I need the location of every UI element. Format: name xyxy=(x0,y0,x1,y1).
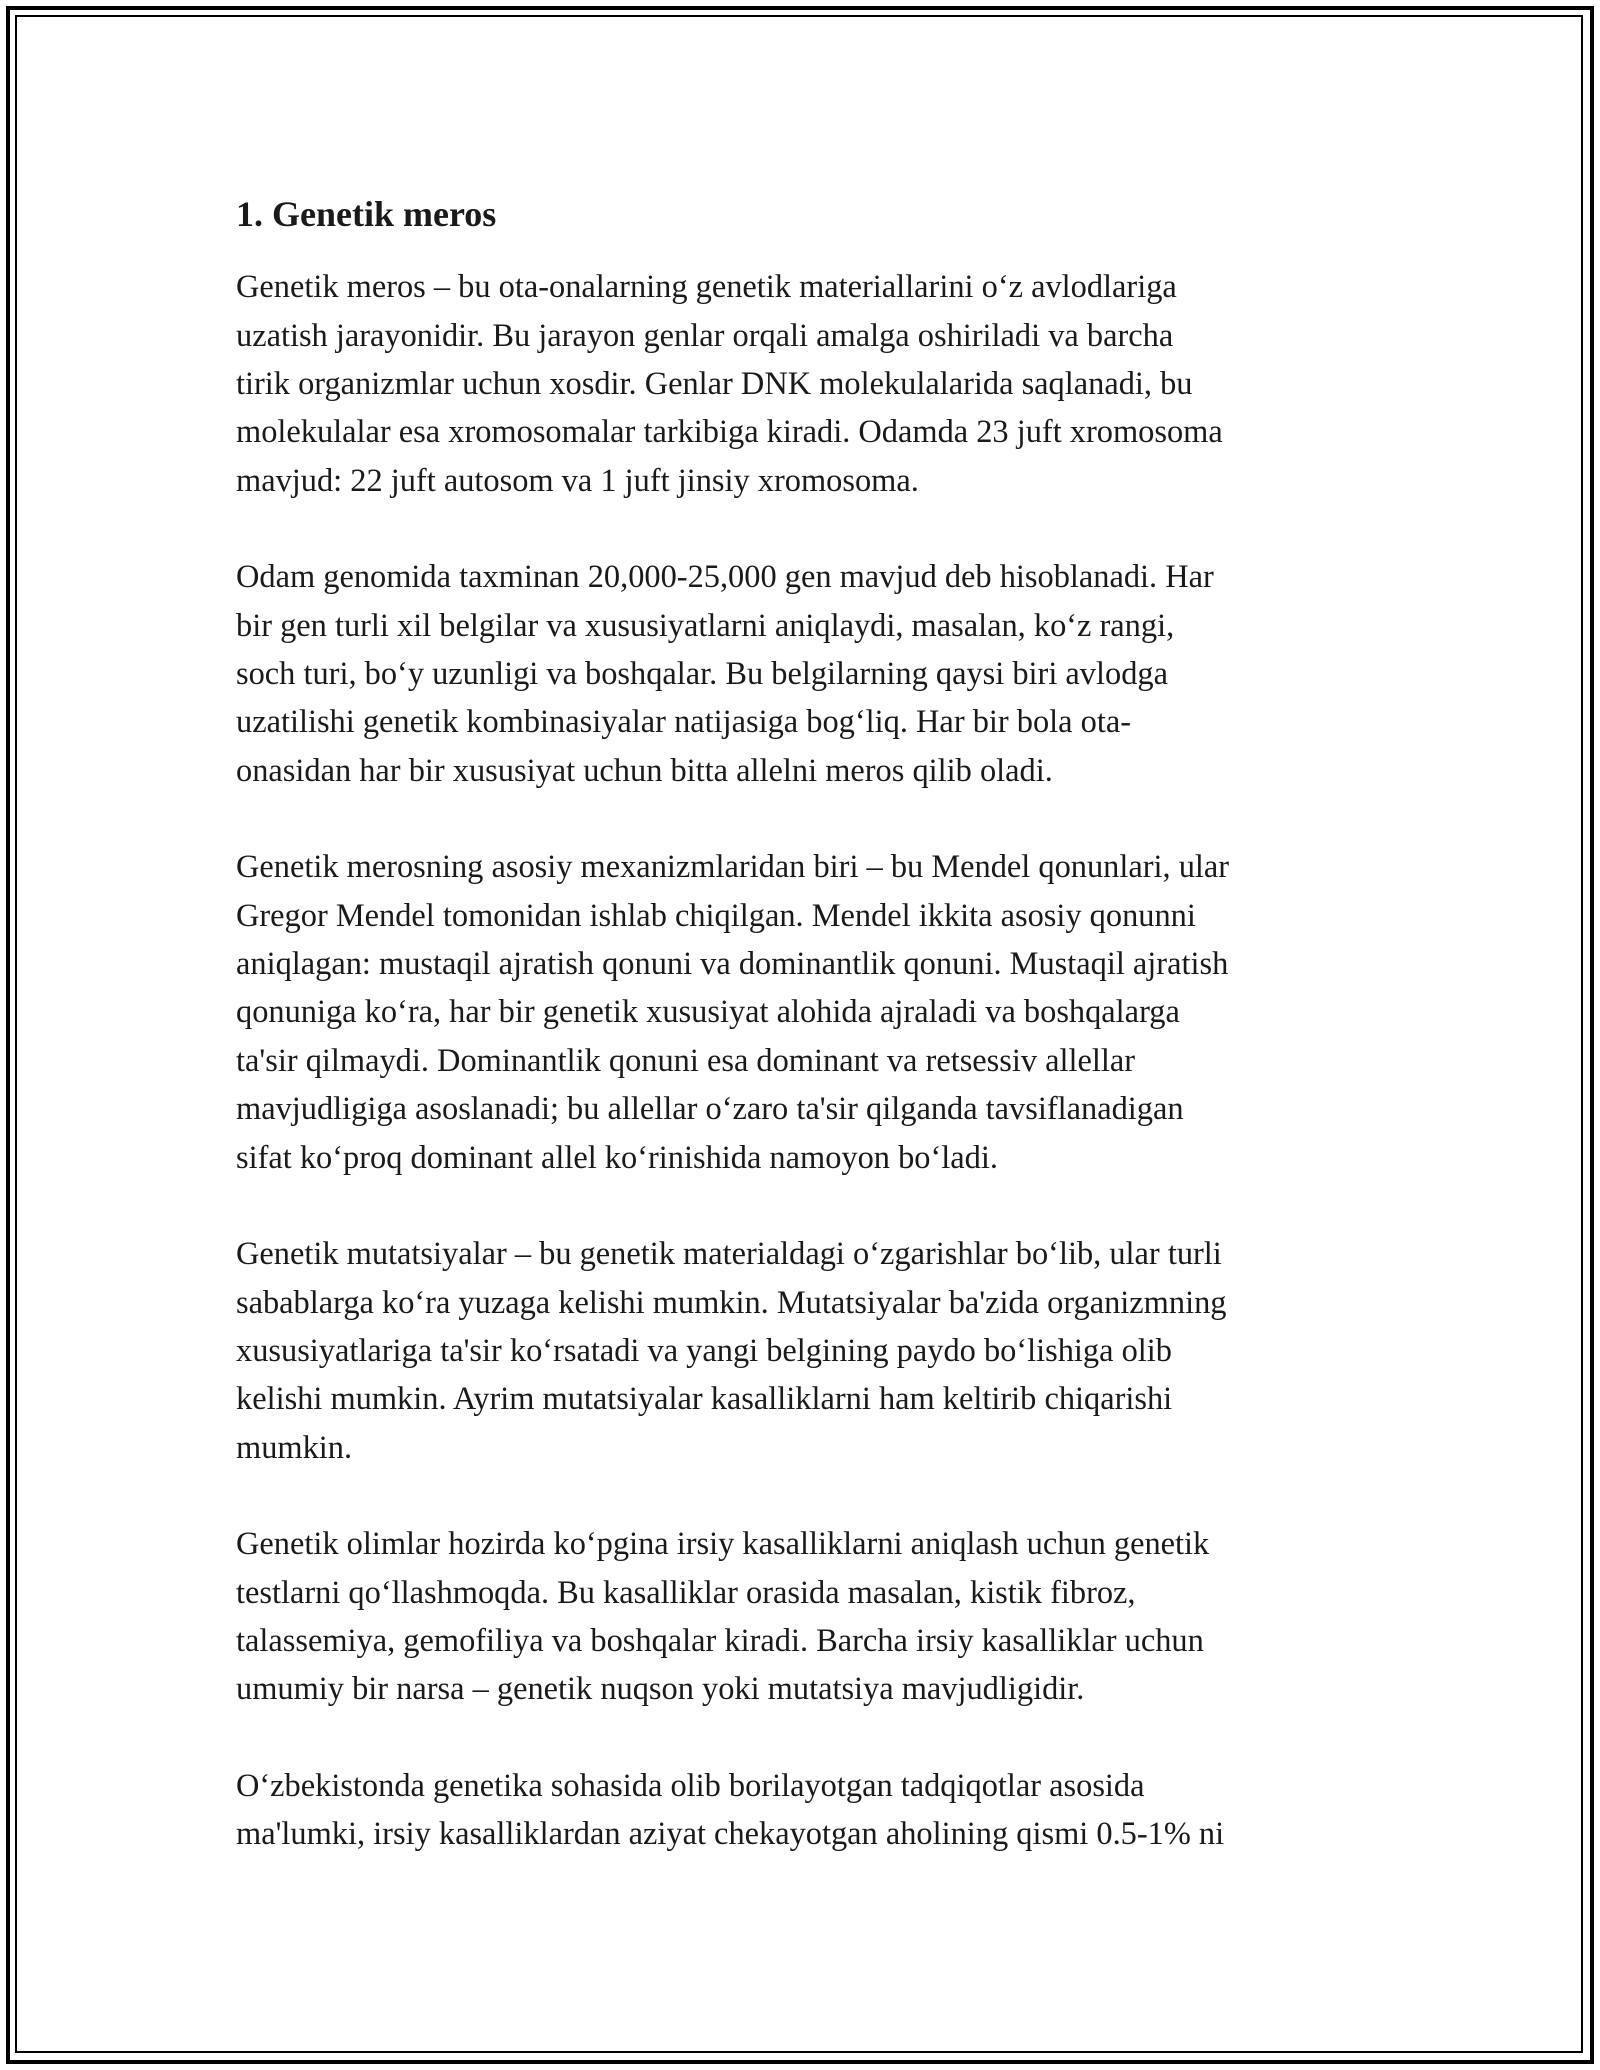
paragraph-mutations: Genetik mutatsiyalar – bu genetik materialdagi o‘zgarishlar bo‘lib, ular turli sabablarga ko‘ra yuzaga kelishi mumkin. Mutatsiyalar ba'zida organizmning xususiyatlariga ta'sir ko‘rsatadi va yangi belgining paydo bo‘lishiga olib kelishi mumkin. Ayrim mutatsiyalar kasalliklarni ham keltirib chiqarishi mumkin. xyxy=(236,1236,1227,1466)
paragraph-heredity-definition: Genetik meros – bu ota-onalarning genetik materiallarini o‘z avlodlariga uzatish jarayonidir. Bu jarayon genlar orqali amalga oshiriladi va barcha tirik organizmlar uchun xosdir. Genlar DNK molekulalarida saqlanadi, bu molekulalar esa xromosomalar tarkibiga kiradi. Odamda 23 juft xromosoma mavjud: 22 juft autosom va 1 juft jinsiy xromosoma. xyxy=(236,269,1223,499)
paragraph-mendel-laws: Genetik merosning asosiy mexanizmlaridan biri – bu Mendel qonunlari, ular Gregor Mendel tomonidan ishlab chiqilgan. Mendel ikkita asosiy qonunni aniqlagan: mustaqil ajratish qonuni va dominantlik qonuni. Mustaqil ajratish qonuniga ko‘ra, har bir genetik xususiyat alohida ajraladi va boshqalarga ta'sir qilmaydi. Dominantlik qonuni esa dominant va retsessiv allellar mavjudligiga asoslanadi; bu allellar o‘zaro ta'sir qilganda tavsiflanadigan sifat ko‘proq dominant allel ko‘rinishida namoyon bo‘ladi. xyxy=(236,849,1230,1176)
paragraph-genetic-testing: Genetik olimlar hozirda ko‘pgina irsiy kasalliklarni aniqlash uchun genetik testlarni qo‘llashmoqda. Bu kasalliklar orasida masalan, kistik fibroz, talassemiya, gemofiliya va boshqalar kiradi. Barcha irsiy kasalliklar uchun umumiy bir narsa – genetik nuqson yoki mutatsiya mavjudligidir. xyxy=(236,1526,1210,1708)
document-body xyxy=(236,180,1370,1907)
paragraph-uzbekistan-research: O‘zbekistonda genetika sohasida olib borilayotgan tadqiqotlar asosida ma'lumki, irsiy kasalliklardan aziyat chekayotgan aholining qismi 0.5-1% ni xyxy=(236,1767,1225,1853)
section-title: 1. Genetik meros xyxy=(236,194,497,234)
paragraph-human-genome: Odam genomida taxminan 20,000-25,000 gen mavjud deb hisoblanadi. Har bir gen turli xil belgilar va xususiyatlarni aniqlaydi, masalan, ko‘z rangi, soch turi, bo‘y uzunligi va boshqalar. Bu belgilarning qaysi biri avlodga uzatilishi genetik kombinasiyalar natijasiga bog‘liq. Har bir bola ota- onasidan har bir xususiyat uchun bitta allelni meros qilib oladi. xyxy=(236,559,1214,789)
